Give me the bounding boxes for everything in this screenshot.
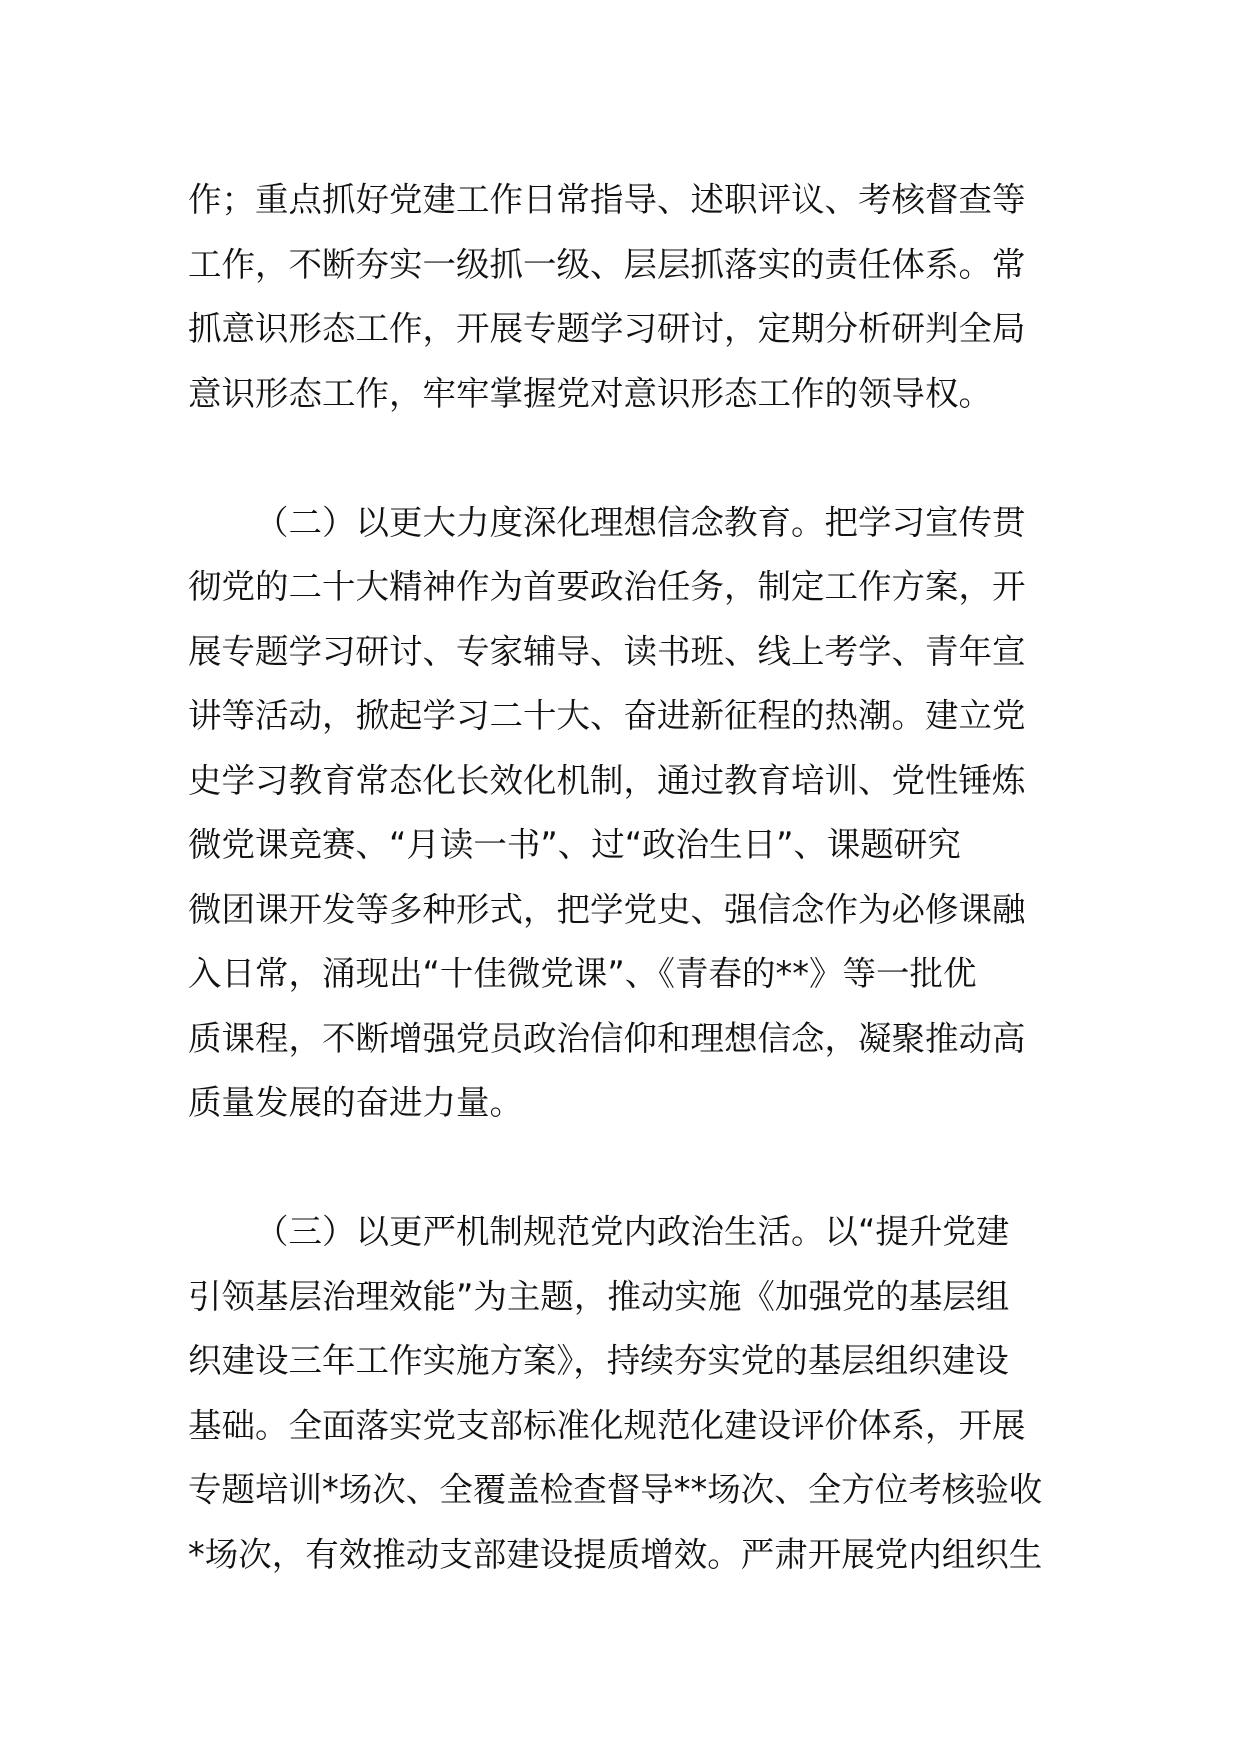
text-line: 引领基层治理效能”为主题，推动实施《加强党的基层组	[188, 1276, 1010, 1316]
text-line: 彻党的二十大精神作为首要政治任务，制定工作方案，开	[188, 567, 1026, 606]
text-line: 微团课开发等多种形式，把学党史、强信念作为必修课融	[188, 889, 1026, 929]
text-line: 展专题学习研讨、专家辅导、读书班、线上考学、青年宣	[188, 631, 1026, 671]
text-line: 讲等活动，掀起学习二十大、奋进新征程的热潮。建立党	[188, 696, 1026, 735]
text-line: 史学习教育常态化长效化机制，通过教育培训、党性锤炼	[188, 760, 1026, 800]
text-line: 抓意识形态工作，开展专题学习研讨，定期分析研判全局	[188, 309, 1026, 348]
text-line: 质量发展的奋进力量。	[188, 1083, 523, 1122]
text-line: 入日常，涌现出“十佳微党课”、《青春的**》等一批优	[188, 954, 977, 993]
paragraph-1	[188, 168, 1060, 426]
document-body	[188, 168, 1060, 1587]
text-line: 织建设三年工作实施方案》，持续夯实党的基层组织建设	[188, 1341, 1009, 1380]
text-line: 作；重点抓好党建工作日常指导、述职评议、考核督查等	[188, 180, 1026, 219]
text-line: 质课程，不断增强党员政治信仰和理想信念，凝聚推动高	[188, 1018, 1026, 1058]
paragraph-2	[188, 491, 1060, 1136]
text-line: （三）以更严机制规范党内政治生活。以“提升党建	[255, 1212, 1010, 1251]
text-line: 意识形态工作，牢牢掌握党对意识形态工作的领导权。	[188, 373, 992, 413]
text-line: 工作，不断夯实一级抓一级、层层抓落实的责任体系。常	[188, 244, 1026, 284]
text-line: 基础。全面落实党支部标准化规范化建设评价体系，开展	[188, 1405, 1026, 1445]
text-line: *场次，有效推动支部建设提质增效。严肃开展党内组织生	[188, 1534, 1043, 1574]
text-line: 微党课竞赛、“月读一书”、过“政治生日”、课题研究	[188, 825, 961, 864]
text-line: （二）以更大力度深化理想信念教育。把学习宣传贯	[255, 502, 1026, 542]
text-line: 专题培训*场次、全覆盖检查督导**场次、全方位考核验收	[188, 1470, 1043, 1509]
paragraph-3	[188, 1200, 1060, 1587]
